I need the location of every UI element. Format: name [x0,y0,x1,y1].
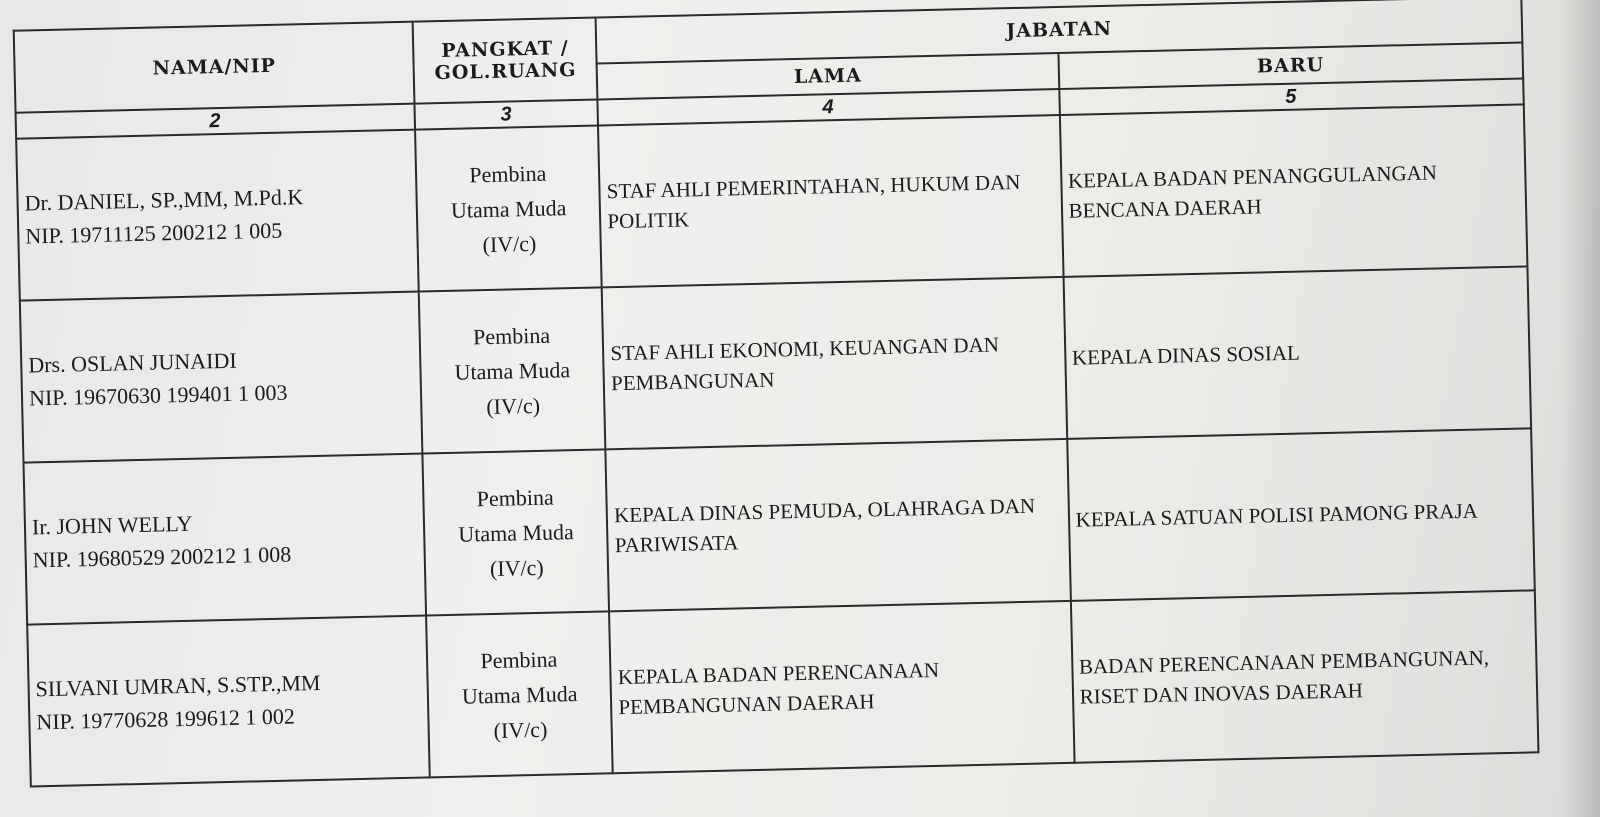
column-number: 4 [598,89,1060,125]
rank-title-2: Utama Muda [454,356,571,385]
rank-title: Pembina [469,160,547,187]
new-position-cell: KEPALA SATUAN POLISI PAMONG PRAJA [1067,428,1535,600]
rank-cell [415,125,602,291]
rank-title: Pembina [480,646,558,673]
appointment-table [13,0,1540,788]
new-position-cell: KEPALA DINAS SOSIAL [1063,266,1531,438]
old-position-cell: KEPALA DINAS PEMUDA, OLAHRAGA DAN PARIWISATA [606,439,1071,611]
header-pangkat [413,17,598,103]
rank-grade: (IV/c) [493,716,548,743]
name-nip-cell [16,130,419,301]
header-nama-nip: NAMA/NIP [14,22,415,113]
employee-name: Dr. DANIEL, SP.,MM, M.Pd.K [24,184,304,216]
table-row [27,590,1538,786]
column-number: 2 [16,104,416,139]
old-position-cell: STAF AHLI PEMERINTAHAN, HUKUM DAN POLITIK [598,115,1063,287]
new-position-cell: BADAN PERENCANAAN PEMBANGUNAN, RISET DAN INOVAS DAERAH [1070,590,1538,762]
rank-cell [423,449,610,615]
name-nip-cell [27,615,430,786]
rank-title: Pembina [472,322,551,349]
rank-grade: (IV/c) [482,230,537,257]
rank-cell [426,611,613,777]
rank-title: Pembina [476,484,554,511]
rank-title-2: Utama Muda [461,680,578,709]
page-edge-shadow [1560,0,1600,817]
name-nip-cell [20,292,423,463]
old-position-cell: KEPALA BADAN PERENCANAAN PEMBANGUNAN DAERAH [609,601,1074,773]
header-baru: BARU [1058,42,1523,89]
new-position-cell: KEPALA BADAN PENANGGULANGAN BENCANA DAERAH [1059,104,1527,276]
header-lama: LAMA [597,53,1059,99]
rank-title-2: Utama Muda [458,518,575,547]
rank-grade: (IV/c) [485,392,541,419]
employee-nip: NIP. 19670630 199401 1 003 [28,379,288,411]
header-jabatan: JABATAN [596,0,1523,63]
employee-nip: NIP. 19711125 200212 1 005 [25,217,283,249]
column-number: 5 [1059,78,1524,115]
rank-cell [419,287,606,453]
employee-name: Drs. OSLAN JUNAIDI [28,347,237,378]
header-pangkat-line1: PANGKAT / [441,37,569,62]
employee-name: SILVANI UMRAN, S.STP.,MM [35,669,321,702]
employee-nip: NIP. 19770628 199612 1 002 [36,703,296,735]
employee-name: Ir. JOHN WELLY [31,510,193,540]
name-nip-cell [24,454,427,625]
rank-grade: (IV/c) [489,554,544,581]
old-position-cell: STAF AHLI EKONOMI, KEUANGAN DAN PEMBANGUNAN [602,277,1067,449]
column-number: 3 [415,99,598,129]
rank-title-2: Utama Muda [450,194,567,223]
header-pangkat-line2: GOL.RUANG [434,58,577,85]
employee-nip: NIP. 19680529 200212 1 008 [32,541,292,573]
